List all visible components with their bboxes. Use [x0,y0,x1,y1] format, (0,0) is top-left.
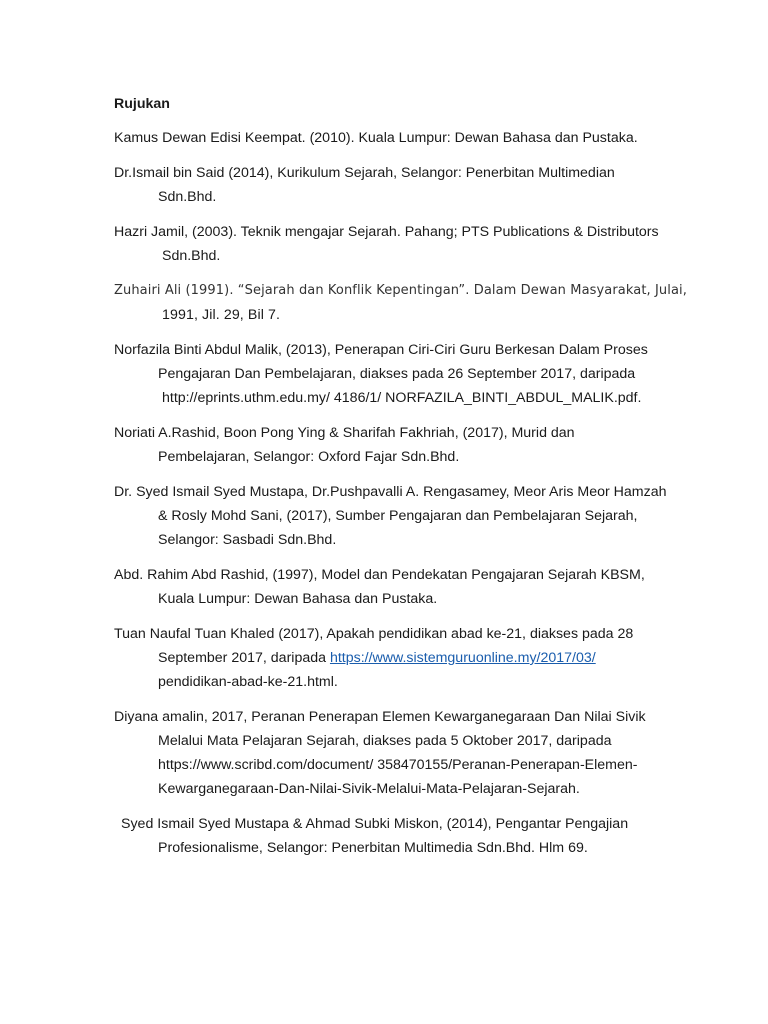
reference-entry [114,126,708,150]
reference-line: Pembelajaran, Selangor: Oxford Fajar Sdn.Bhd. [158,449,460,465]
reference-line: Hazri Jamil, (2003). Teknik mengajar Sejarah. Pahang; PTS Publications & Distributors [114,224,659,240]
reference-entry [114,338,708,410]
reference-entry [114,705,708,801]
reference-line: Zuhairi Ali (1991). “Sejarah dan Konflik Kepentingan”. Dalam Dewan Masyarakat, Julai, [114,283,687,298]
reference-entry [114,421,708,469]
reference-line [114,646,708,670]
reference-line: Tuan Naufal Tuan Khaled (2017), Apakah pendidikan abad ke-21, diakses pada 28 [114,626,634,642]
reference-text: September 2017, daripada [158,650,330,666]
reference-line: Kamus Dewan Edisi Keempat. (2010). Kuala Lumpur: Dewan Bahasa dan Pustaka. [114,130,638,146]
reference-entry [114,279,708,327]
reference-entry [114,161,708,209]
reference-line: https://www.scribd.com/document/ 358470155/Peranan-Penerapan-Elemen- [158,757,638,773]
reference-line: Kewarganegaraan-Dan-Nilai-Sivik-Melalui-Mata-Pelajaran-Sejarah. [158,781,580,797]
reference-line: Sdn.Bhd. [162,248,221,264]
reference-line: Selangor: Sasbadi Sdn.Bhd. [158,532,337,548]
reference-entry [114,563,708,611]
reference-entry [114,480,708,552]
reference-line: Diyana amalin, 2017, Peranan Penerapan Elemen Kewarganegaraan Dan Nilai Sivik [114,709,646,725]
reference-link[interactable]: https://www.sistemguruonline.my/2017/03/ [329,650,596,666]
reference-line: Abd. Rahim Abd Rashid, (1997), Model dan Pendekatan Pengajaran Sejarah KBSM, [114,567,645,583]
reference-line: Dr. Syed Ismail Syed Mustapa, Dr.Pushpavalli A. Rengasamey, Meor Aris Meor Hamzah [114,484,667,500]
reference-line: Pengajaran Dan Pembelajaran, diakses pada 26 September 2017, daripada [158,366,636,382]
reference-entry [114,220,708,268]
reference-line: Sdn.Bhd. [158,189,217,205]
reference-line: Profesionalisme, Selangor: Penerbitan Multimedia Sdn.Bhd. Hlm 69. [158,840,588,856]
page-heading: Rujukan [114,96,170,112]
reference-line: & Rosly Mohd Sani, (2017), Sumber Pengajaran dan Pembelajaran Sejarah, [158,508,638,524]
reference-line: Dr.Ismail bin Said (2014), Kurikulum Sejarah, Selangor: Penerbitan Multimedian [114,165,615,181]
reference-line: Noriati A.Rashid, Boon Pong Ying & Sharifah Fakhriah, (2017), Murid dan [114,425,575,441]
reference-entry [121,812,708,860]
reference-entry [114,622,708,694]
reference-line: pendidikan-abad-ke-21.html. [158,674,338,690]
reference-line: http://eprints.uthm.edu.my/ 4186/1/ NORFAZILA_BINTI_ABDUL_MALIK.pdf. [162,390,642,406]
reference-line: Syed Ismail Syed Mustapa & Ahmad Subki Miskon, (2014), Pengantar Pengajian [121,816,629,832]
reference-line: 1991, Jil. 29, Bil 7. [162,307,281,323]
reference-line: Kuala Lumpur: Dewan Bahasa dan Pustaka. [158,591,438,607]
reference-line: Melalui Mata Pelajaran Sejarah, diakses pada 5 Oktober 2017, daripada [158,733,612,749]
reference-line: Norfazila Binti Abdul Malik, (2013), Penerapan Ciri-Ciri Guru Berkesan Dalam Proses [114,342,648,358]
